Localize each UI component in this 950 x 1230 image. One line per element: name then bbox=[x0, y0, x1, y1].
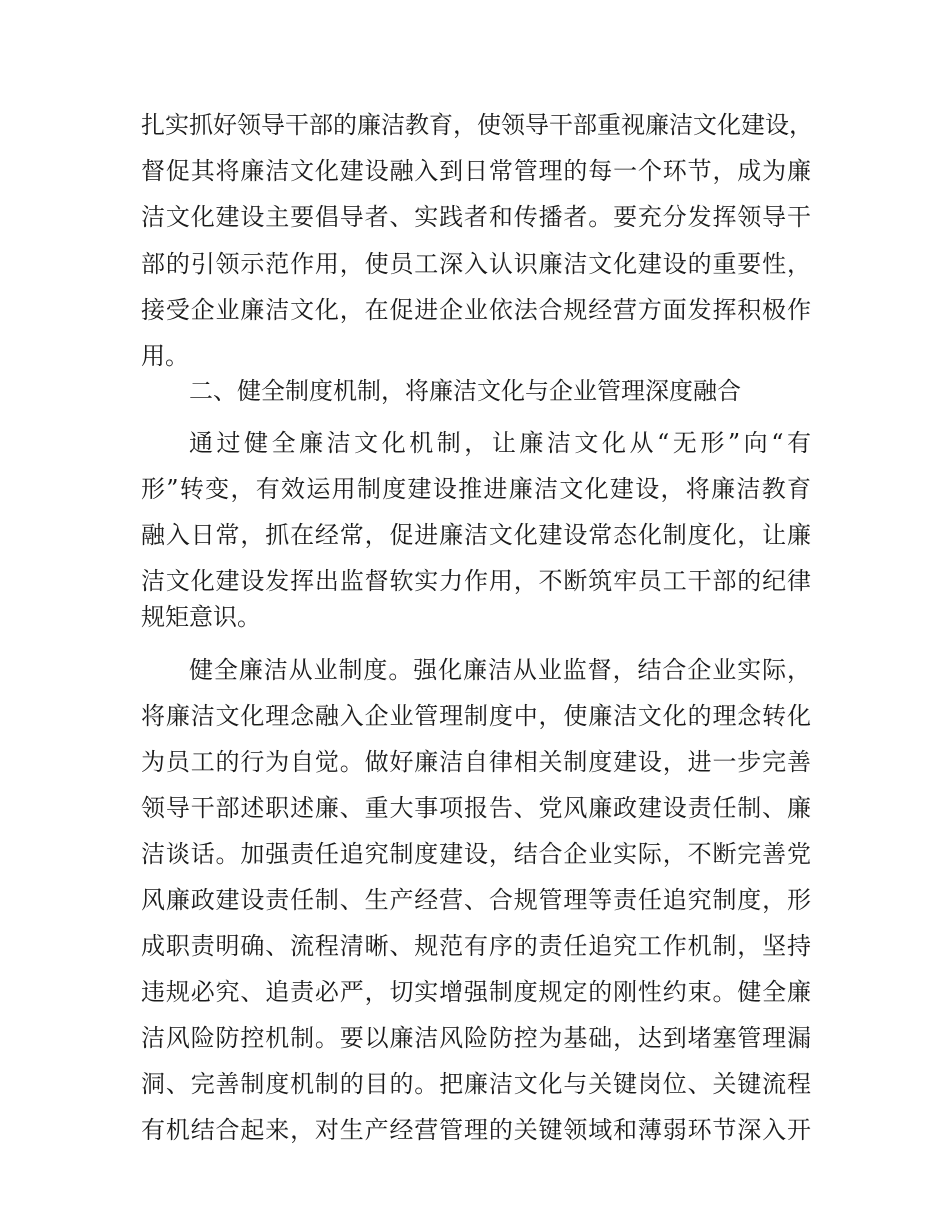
paragraph-line: 洁文化建设主要倡导者、实践者和传播者。要充分发挥领导干 bbox=[141, 203, 811, 231]
paragraph-line: 洁文化建设发挥出监督软实力作用，不断筑牢员工干部的纪律 bbox=[141, 567, 811, 595]
paragraph-line: 接受企业廉洁文化，在促进企业依法合规经营方面发挥积极作 bbox=[141, 296, 811, 324]
paragraph-line: 风廉政建设责任制、生产经营、合规管理等责任追究制度，形 bbox=[141, 886, 811, 914]
paragraph-line: 规矩意识。 bbox=[141, 603, 261, 631]
paragraph-line: 督促其将廉洁文化建设融入到日常管理的每一个环节，成为廉 bbox=[141, 157, 811, 185]
paragraph-line: 融入日常，抓在经常，促进廉洁文化建设常态化制度化，让廉 bbox=[141, 521, 811, 549]
paragraph-line: 用。 bbox=[141, 342, 189, 370]
paragraph-line: 洞、完善制度机制的目的。把廉洁文化与关键岗位、关键流程 bbox=[141, 1070, 811, 1098]
paragraph-line: 部的引领示范作用，使员工深入认识廉洁文化建设的重要性， bbox=[141, 250, 811, 278]
paragraph-line: 将廉洁文化理念融入企业管理制度中，使廉洁文化的理念转化 bbox=[141, 702, 811, 730]
paragraph-line: 为员工的行为自觉。做好廉洁自律相关制度建设，进一步完善 bbox=[141, 748, 811, 776]
paragraph-line: 通过健全廉洁文化机制，让廉洁文化从“无形”向“有 bbox=[189, 429, 811, 457]
paragraph-line: 健全廉洁从业制度。强化廉洁从业监督，结合企业实际， bbox=[189, 656, 811, 684]
paragraph-line: 洁谈话。加强责任追究制度建设，结合企业实际，不断完善党 bbox=[141, 840, 811, 868]
paragraph-line: 领导干部述职述廉、重大事项报告、党风廉政建设责任制、廉 bbox=[141, 794, 811, 822]
paragraph-line: 成职责明确、流程清晰、规范有序的责任追究工作机制，坚持 bbox=[141, 932, 811, 960]
paragraph-line: 有机结合起来，对生产经营管理的关键领域和薄弱环节深入开 bbox=[141, 1116, 811, 1144]
paragraph-line: 扎实抓好领导干部的廉洁教育，使领导干部重视廉洁文化建设， bbox=[141, 111, 813, 139]
section-heading: 二、健全制度机制，将廉洁文化与企业管理深度融合 bbox=[189, 377, 741, 405]
paragraph-line: 洁风险防控机制。要以廉洁风险防控为基础，达到堵塞管理漏 bbox=[141, 1024, 811, 1052]
paragraph-line: 形”转变，有效运用制度建设推进廉洁文化建设，将廉洁教育 bbox=[141, 475, 811, 503]
paragraph-line: 违规必究、追责必严，切实增强制度规定的刚性约束。健全廉 bbox=[141, 978, 811, 1006]
